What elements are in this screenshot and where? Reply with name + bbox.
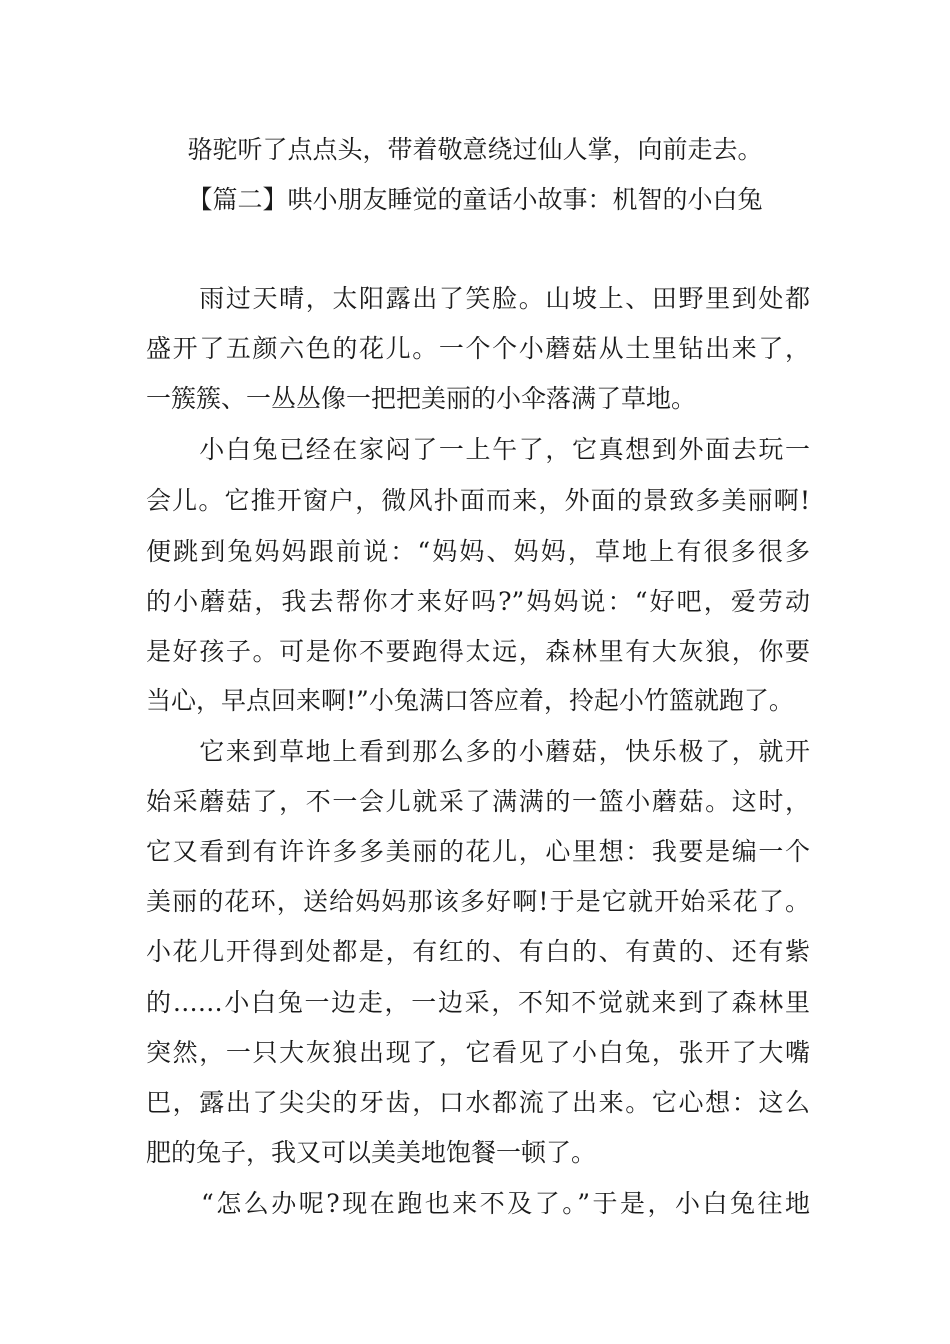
paragraph-3-line-3: 它又看到有许许多多美丽的花儿，心里想：我要是编一个 xyxy=(146,837,810,866)
paragraph-3-line-2: 始采蘑菇了，不一会儿就采了满满的一篮小蘑菇。这时， xyxy=(146,787,810,816)
paragraph-3-line-5: 小花儿开得到处都是，有红的、有白的、有黄的、还有紫 xyxy=(146,937,810,966)
paragraph-2-line-2: 会儿。它推开窗户，微风扑面而来，外面的景致多美丽啊! xyxy=(146,486,810,515)
paragraph-1-line-1: 雨过天晴，太阳露出了笑脸。山坡上、田野里到处都 xyxy=(146,284,810,313)
paragraph-2-line-5: 是好孩子。可是你不要跑得太远，森林里有大灰狼，你要 xyxy=(146,637,810,666)
paragraph-4-line-1: “怎么办呢?现在跑也来不及了。”于是，小白兔往地 xyxy=(146,1189,810,1218)
paragraph-2-line-6: 当心，早点回来啊!”小兔满口答应着，拎起小竹篮就跑了。 xyxy=(146,686,794,715)
paragraph-2-line-1: 小白兔已经在家闷了一上午了，它真想到外面去玩一 xyxy=(146,435,810,464)
paragraph-3-line-6: 的……小白兔一边走，一边采，不知不觉就来到了森林里 xyxy=(146,988,810,1017)
paragraph-3-line-9: 肥的兔子，我又可以美美地饱餐一顿了。 xyxy=(146,1138,597,1167)
section-title: 【篇二】哄小朋友睡觉的童话小故事：机智的小白兔 xyxy=(187,185,763,214)
paragraph-2-line-3: 便跳到兔妈妈跟前说：“妈妈、妈妈，草地上有很多很多 xyxy=(146,537,810,566)
paragraph-1-line-3: 一簇簇、一丛丛像一把把美丽的小伞落满了草地。 xyxy=(146,384,697,413)
paragraph-1-line-2: 盛开了五颜六色的花儿。一个个小蘑菇从土里钻出来了， xyxy=(146,334,810,363)
paragraph-2-line-4: 的小蘑菇，我去帮你才来好吗?”妈妈说：“好吧，爱劳动 xyxy=(146,587,810,616)
paragraph-3-line-8: 巴，露出了尖尖的牙齿，口水都流了出来。它心想：这么 xyxy=(146,1088,810,1117)
paragraph-3-line-1: 它来到草地上看到那么多的小蘑菇，快乐极了，就开 xyxy=(146,737,810,766)
paragraph-3-line-4: 美丽的花环，送给妈妈那该多好啊!于是它就开始采花了。 xyxy=(146,887,810,916)
intro-line: 骆驼听了点点头，带着敬意绕过仙人掌，向前走去。 xyxy=(187,135,763,164)
paragraph-3-line-7: 突然，一只大灰狼出现了，它看见了小白兔，张开了大嘴 xyxy=(146,1038,810,1067)
